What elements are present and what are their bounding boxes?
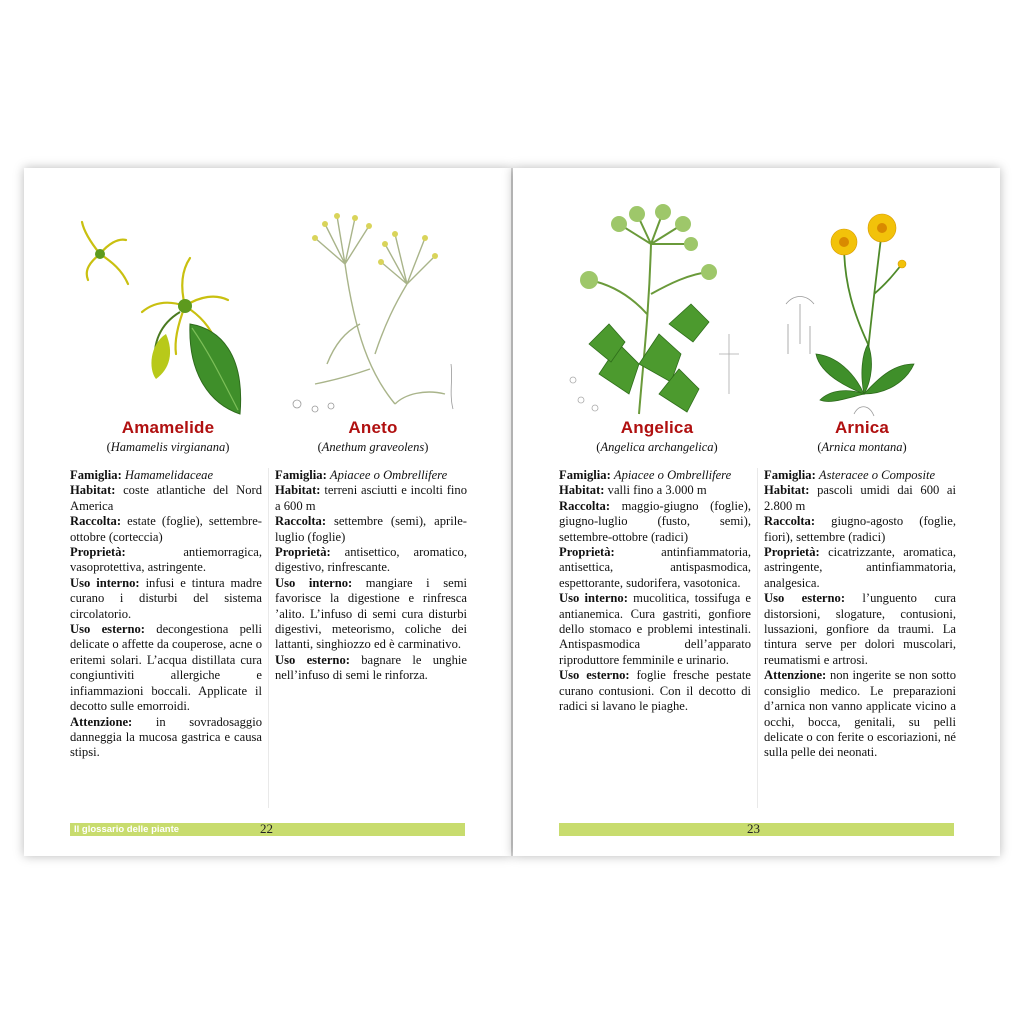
- column-divider: [757, 468, 758, 808]
- footer-bar: [70, 823, 465, 836]
- entry-proprieta: Proprietà: antinfiammatoria, antisettica, antispasmodica, espettorante, sudorifera, vasotonica.: [559, 545, 751, 590]
- plant-description: [275, 468, 467, 684]
- plant-description: [70, 468, 262, 761]
- arnica-illustration: [764, 204, 960, 424]
- column-divider: [268, 468, 269, 808]
- entry-habitat: Habitat: coste atlantiche del Nord America: [70, 483, 262, 513]
- entry-famiglia: Famiglia: Apiacee o Ombrellifere: [559, 468, 732, 482]
- entry-habitat: Habitat: pascoli umidi dai 600 ai 2.800 m: [764, 483, 956, 513]
- dill-illustration: [275, 204, 471, 424]
- entry-proprieta: Proprietà: antisettico, aromatico, digestivo, rinfrescante.: [275, 545, 467, 575]
- entry-famiglia: Famiglia: Apiacee o Ombrellifere: [275, 468, 448, 482]
- entry-famiglia: Famiglia: Hamamelidaceae: [70, 468, 214, 482]
- entry-uso-esterno: Uso esterno: l’unguento cura distorsioni, slogature, contusioni, lussazioni, gonfiore da traumi. La tintura serve per dolori muscolari, reumatismi e artrosi.: [764, 591, 956, 667]
- angelica-illustration: [559, 204, 755, 424]
- plant-name: Amamelide: [121, 418, 215, 437]
- entry-raccolta: Raccolta: giugno-agosto (foglie, fiori), settembre (radici): [764, 514, 956, 544]
- witch-hazel-illustration: [70, 204, 266, 424]
- latin-name: (Arnica montana): [817, 440, 907, 454]
- entry-famiglia: Famiglia: Asteracee o Composite: [764, 468, 936, 482]
- plant-description: [764, 468, 956, 761]
- entry-raccolta: Raccolta: maggio-giugno (foglie), giugno-luglio (fusto, semi), settembre-ottobre (radici): [559, 498, 751, 544]
- entry-uso-esterno: Uso esterno: foglie fresche pestate curano contusioni. Con il decotto di radici si lavano le piaghe.: [559, 668, 751, 714]
- entry-proprieta: Proprietà: antiemorragica, vasoprotettiva, astringente.: [70, 545, 262, 575]
- entry-attenzione: Attenzione: in sovradosaggio danneggia la mucosa gastrica e causa stipsi.: [70, 714, 262, 760]
- right-page: [513, 168, 1000, 856]
- latin-name: (Angelica archangelica): [596, 440, 718, 454]
- entry-raccolta: Raccolta: estate (foglie), settembre-ottobre (corteccia): [70, 514, 262, 544]
- entry-uso-esterno: Uso esterno: decongestiona pelli delicate o affette da couperose, acne o eritemi solari. L’acqua distillata cura congiuntiviti allergiche e infiammazioni boccali. Applicate il decotto sulle emorroidi.: [70, 622, 262, 714]
- plant-name: Aneto: [348, 418, 398, 437]
- entry-proprieta: Proprietà: cicatrizzante, aromatica, astringente, antinfiammatoria, analgesica.: [764, 545, 956, 590]
- plant-name: Angelica: [620, 418, 694, 437]
- plant-description: [559, 468, 751, 715]
- latin-name: (Anethum graveolens): [317, 440, 429, 454]
- page-number: 23: [747, 821, 760, 836]
- entry-raccolta: Raccolta: settembre (semi), aprile-luglio (foglie): [275, 514, 467, 544]
- entry-attenzione: Attenzione: non ingerite se non sotto consiglio medico. Le preparazioni d’arnica non vanno applicate vicino a occhi, bocca, genitali, su pelli delicate o con ferite o escoriazioni, né sulla pelle dei neonati.: [764, 668, 956, 760]
- entry-habitat: Habitat: valli fino a 3.000 m: [559, 483, 707, 498]
- entry-uso-interno: Uso interno: infusi e tintura madre curano i disturbi del sistema circolatorio.: [70, 575, 263, 621]
- entry-habitat: Habitat: terreni asciutti e incolti fino a 600 m: [275, 483, 467, 513]
- page-number: 22: [260, 821, 273, 836]
- left-page: [24, 168, 511, 856]
- entry-uso-interno: Uso interno: mangiare i semi favorisce la digestione e rinfresca ’alito. L’infuso di semi cura disturbi digestivi, meteorismo, coliche dei lattanti, singhiozzo ed è carminativo.: [275, 575, 467, 652]
- entry-uso-esterno: Uso esterno: bagnare le unghie nell’infuso di semi le rinforza.: [275, 652, 467, 683]
- plant-name: Arnica: [834, 418, 890, 437]
- footer-bar: [559, 823, 954, 836]
- footer-label: Il glossario delle piante: [74, 824, 180, 835]
- latin-name: (Hamamelis virgianana): [106, 440, 230, 454]
- entry-uso-interno: Uso interno: mucolitica, tossifuga e antianemica. Cura gastriti, gonfiore dello stomaco e problemi intestinali. Antispasmodica dell’apparato riproduttore femminile e urinario.: [559, 591, 751, 667]
